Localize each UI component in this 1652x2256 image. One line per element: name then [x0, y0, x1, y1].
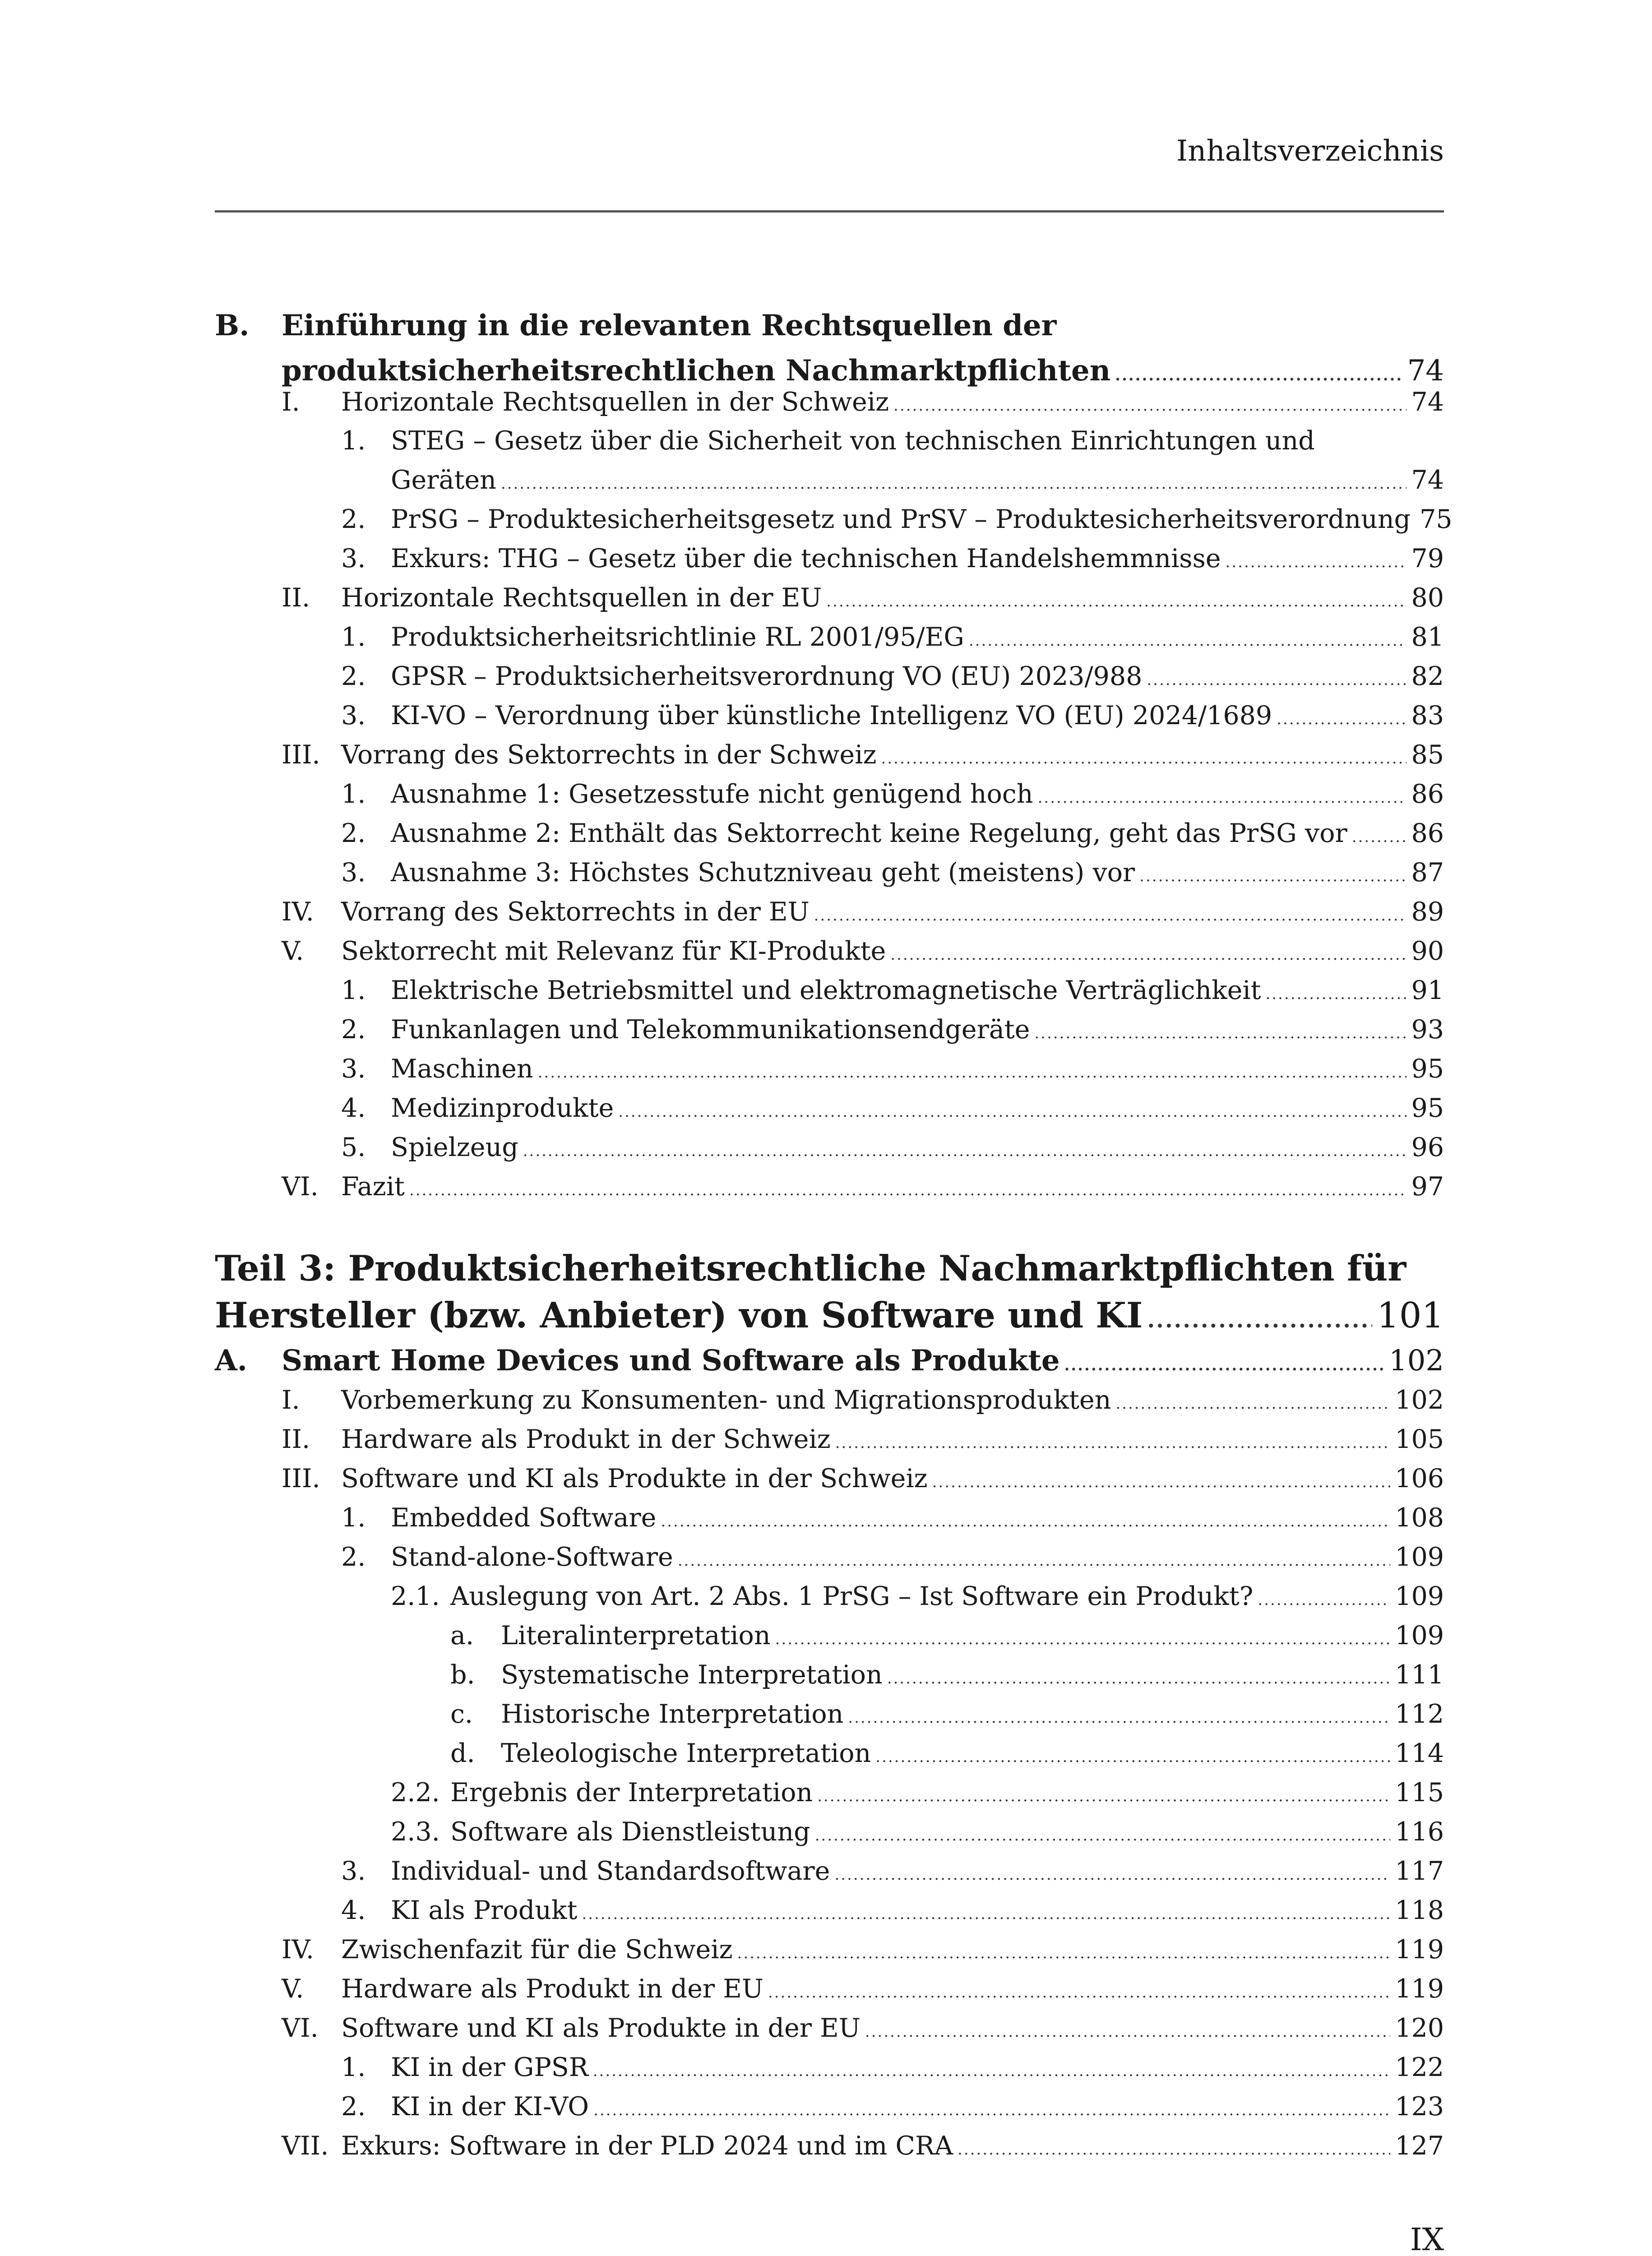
- toc-entry-number: c.: [450, 1699, 473, 1729]
- toc-entry-page: 109: [1395, 1621, 1444, 1650]
- toc-entry-page: 75: [1420, 504, 1453, 534]
- toc-entry-number: 2.: [341, 1015, 366, 1045]
- toc-entry-page: 86: [1411, 779, 1444, 809]
- toc-entry-number: A.: [215, 1344, 247, 1378]
- toc-entry-page: 95: [1411, 1054, 1444, 1084]
- toc-entry-title: Horizontale Rechtsquellen in der Schweiz: [341, 387, 889, 417]
- toc-entry-page: 91: [1411, 975, 1444, 1005]
- dot-leader: [618, 1092, 1407, 1132]
- dot-leader: [848, 1698, 1390, 1738]
- toc-entry-number: V.: [282, 936, 304, 966]
- dot-leader: [523, 1132, 1407, 1171]
- toc-entry-title: Produktsicherheitsrichtlinie RL 2001/95/EG: [391, 622, 964, 652]
- dot-leader: [881, 739, 1407, 778]
- toc-entry-title: Teleologische Interpretation: [501, 1738, 871, 1768]
- dot-leader: [1147, 661, 1407, 700]
- toc-entry-page: 112: [1395, 1699, 1444, 1729]
- toc-entry-title: Ergebnis der Interpretation: [450, 1778, 813, 1808]
- toc-entry-title: Hersteller (bzw. Anbieter) von Software und KI: [215, 1295, 1143, 1336]
- toc-entry-number: 2.2.: [391, 1778, 440, 1808]
- dot-leader: [737, 1934, 1391, 1973]
- toc-entry-page: 106: [1395, 1464, 1444, 1493]
- toc-entry-title: PrSG – Produktesicherheitsgesetz und PrSV – Produktesicherheitsverordnung: [391, 504, 1411, 534]
- dot-leader: [538, 1053, 1407, 1092]
- toc-entry-number: III.: [282, 1464, 320, 1493]
- toc-entry-title: Hardware als Produkt in der EU: [341, 1974, 764, 2004]
- toc-entry-title: Smart Home Devices und Software als Produkte: [282, 1344, 1060, 1378]
- toc-entry-title: Literalinterpretation: [501, 1621, 771, 1650]
- toc-entry-number: b.: [450, 1660, 475, 1690]
- dot-leader: [1139, 857, 1407, 896]
- dot-leader: [768, 1973, 1390, 2012]
- toc-entry-number: V.: [282, 1974, 304, 2004]
- toc-entry-number: 1.: [341, 426, 366, 456]
- toc-entry-page: 119: [1395, 1935, 1444, 1965]
- toc-entry-page: 118: [1395, 1895, 1444, 1925]
- dot-leader: [890, 935, 1407, 975]
- toc-entry-title: Ausnahme 1: Gesetzesstufe nicht genügend hoch: [391, 779, 1033, 809]
- dot-leader: [1147, 1297, 1372, 1344]
- toc-entry-page: 93: [1411, 1015, 1444, 1045]
- dot-leader: [932, 1463, 1391, 1502]
- toc-entry-number: IV.: [282, 1935, 314, 1965]
- toc-entry-number: 4.: [341, 1895, 366, 1925]
- toc-entry-title: produktsicherheitsrechtlichen Nachmarktpflichten: [282, 354, 1111, 388]
- toc-entry-title: Auslegung von Art. 2 Abs. 1 PrSG – Ist Software ein Produkt?: [450, 1581, 1254, 1611]
- toc-entry-page: 108: [1395, 1503, 1444, 1533]
- dot-leader: [1258, 1581, 1390, 1620]
- dot-leader: [409, 1171, 1407, 1210]
- dot-leader: [887, 1659, 1391, 1698]
- toc-entry-page: 96: [1411, 1133, 1444, 1162]
- toc-entry-page: 116: [1395, 1817, 1444, 1847]
- toc-entry-number: 2.: [341, 818, 366, 848]
- toc-entry-title: Vorrang des Sektorrechts in der EU: [341, 897, 810, 927]
- toc-entry-number: IV.: [282, 897, 314, 927]
- toc-entry-page: 101: [1377, 1295, 1444, 1336]
- header-rule: [215, 210, 1444, 213]
- toc-entry-number: 1.: [341, 1503, 366, 1533]
- dot-leader: [1277, 700, 1407, 739]
- toc-entry-page: 102: [1388, 1344, 1444, 1378]
- dot-leader: [1037, 778, 1407, 818]
- toc-entry-number: II.: [282, 583, 310, 613]
- toc-entry-title: Software und KI als Produkte in der EU: [341, 2013, 861, 2043]
- toc-entry-title: Stand-alone-Software: [391, 1542, 673, 1572]
- toc-entry-page: 105: [1395, 1424, 1444, 1454]
- toc-entry-title: Ausnahme 3: Höchstes Schutzniveau geht (meistens) vor: [391, 858, 1135, 888]
- dot-leader: [593, 2052, 1390, 2091]
- toc-entry-page: 83: [1411, 701, 1444, 730]
- toc-entry-title: Historische Interpretation: [501, 1699, 844, 1729]
- toc-entry-title: Fazit: [341, 1172, 405, 1202]
- dot-leader: [893, 386, 1407, 425]
- dot-leader: [834, 1855, 1390, 1895]
- dot-leader: [1115, 1384, 1390, 1424]
- toc-entry-title: KI-VO – Verordnung über künstliche Intelligenz VO (EU) 2024/1689: [391, 701, 1273, 730]
- dot-leader: [835, 1424, 1391, 1463]
- toc-entry-title: Software und KI als Produkte in der Schweiz: [341, 1464, 928, 1493]
- toc-entry-title: Zwischenfazit für die Schweiz: [341, 1935, 733, 1965]
- toc-entry-number: VII.: [282, 2131, 329, 2161]
- dot-leader: [1265, 975, 1407, 1014]
- toc-entry-number: 2.: [341, 661, 366, 691]
- toc-entry-title: Systematische Interpretation: [501, 1660, 883, 1690]
- toc-entry-title: Individual- und Standardsoftware: [391, 1856, 830, 1886]
- dot-leader: [817, 1777, 1390, 1816]
- toc-entry-title: Vorrang des Sektorrechts in der Schweiz: [341, 740, 877, 770]
- toc-entry-title: KI in der KI-VO: [391, 2092, 589, 2122]
- toc-entry-title: KI in der GPSR: [391, 2053, 588, 2082]
- dot-leader: [661, 1502, 1390, 1541]
- toc-entry-page: 109: [1395, 1581, 1444, 1611]
- toc-entry-title: Hardware als Produkt in der Schweiz: [341, 1424, 831, 1454]
- toc-entry-number: 3.: [341, 858, 366, 888]
- dot-leader: [814, 896, 1407, 935]
- toc-entry-title: Funkanlagen und Telekommunikationsendgeräte: [391, 1015, 1030, 1045]
- toc-entry-number: 2.3.: [391, 1817, 440, 1847]
- toc-entry-page: 81: [1411, 622, 1444, 652]
- dot-leader: [958, 2130, 1390, 2169]
- toc-entry-title: STEG – Gesetz über die Sicherheit von technischen Einrichtungen und: [391, 426, 1315, 456]
- toc-entry-page: 123: [1395, 2092, 1444, 2122]
- toc-entry-number: VI.: [282, 2013, 319, 2043]
- toc-entry-number: 3.: [341, 701, 366, 730]
- dot-leader: [969, 621, 1407, 661]
- toc-entry-number: 2.1.: [391, 1581, 440, 1611]
- toc-entry-number: a.: [450, 1621, 474, 1650]
- toc-entry-page: 90: [1411, 936, 1444, 966]
- toc-entry-title: Software als Dienstleistung: [450, 1817, 810, 1847]
- toc-entry-number: II.: [282, 1424, 310, 1454]
- toc-entry-title: Medizinprodukte: [391, 1093, 614, 1123]
- toc-entry-page: 74: [1411, 387, 1444, 417]
- toc-entry-number: 1.: [341, 2053, 366, 2082]
- toc-entry-page: 127: [1395, 2131, 1444, 2161]
- toc-entry-page: 102: [1395, 1385, 1444, 1415]
- toc-entry-number: 4.: [341, 1093, 366, 1123]
- toc-entry-number: 5.: [341, 1133, 366, 1162]
- toc-entry-number: 1.: [341, 779, 366, 809]
- dot-leader: [1352, 818, 1407, 857]
- toc-entry-page: 79: [1411, 544, 1444, 573]
- toc-entry-number: d.: [450, 1738, 475, 1768]
- toc-entry-number: 2.: [341, 1542, 366, 1572]
- toc-entry-title: Exkurs: THG – Gesetz über die technischen Handelshemmnisse: [391, 544, 1221, 573]
- running-header: Inhaltsverzeichnis: [1176, 134, 1444, 168]
- toc-entry-number: I.: [282, 387, 300, 417]
- dot-leader: [582, 1895, 1390, 1934]
- toc-entry-page: 87: [1411, 858, 1444, 888]
- toc-entry-title: Exkurs: Software in der PLD 2024 und im CRA: [341, 2131, 953, 2161]
- toc-entry-title: Maschinen: [391, 1054, 533, 1084]
- toc-entry-page: 117: [1395, 1856, 1444, 1886]
- dot-leader: [815, 1816, 1391, 1855]
- toc-entry-page: 109: [1395, 1542, 1444, 1572]
- dot-leader: [826, 582, 1407, 621]
- toc-entry-title: KI als Produkt: [391, 1895, 578, 1925]
- toc-entry-number: III.: [282, 740, 320, 770]
- toc-entry-title: Horizontale Rechtsquellen in der EU: [341, 583, 822, 613]
- toc-entry-page: 85: [1411, 740, 1444, 770]
- toc-entry-number: I.: [282, 1385, 300, 1415]
- toc-entry-page: 89: [1411, 897, 1444, 927]
- toc-entry-number: 2.: [341, 504, 366, 534]
- toc-entry-title: GPSR – Produktsicherheitsverordnung VO (EU) 2023/988: [391, 661, 1143, 691]
- toc-entry-page: 122: [1395, 2053, 1444, 2082]
- toc-entry-page: 111: [1395, 1660, 1444, 1690]
- dot-leader: [501, 464, 1407, 504]
- toc-entry-page: 114: [1395, 1738, 1444, 1768]
- dot-leader: [593, 2091, 1390, 2130]
- toc-entry-page: 115: [1395, 1778, 1444, 1808]
- toc-entry-number: 1.: [341, 622, 366, 652]
- toc-entry-number: 3.: [341, 1856, 366, 1886]
- dot-leader: [775, 1620, 1391, 1659]
- toc-entry-number: VI.: [282, 1172, 319, 1202]
- toc-entry-page: 86: [1411, 818, 1444, 848]
- toc-entry-title: Einführung in die relevanten Rechtsquellen der: [282, 309, 1057, 342]
- toc-entry-page: 80: [1411, 583, 1444, 613]
- dot-leader: [865, 2012, 1390, 2052]
- toc-entry-title: Elektrische Betriebsmittel und elektromagnetische Verträglichkeit: [391, 975, 1261, 1005]
- toc-entry-page: 119: [1395, 1974, 1444, 2004]
- page-number: IX: [1410, 2222, 1444, 2256]
- toc-entry-number: 1.: [341, 975, 366, 1005]
- dot-leader: [1034, 1014, 1407, 1053]
- toc-entry-page: 95: [1411, 1093, 1444, 1123]
- toc-entry-title: Teil 3: Produktsicherheitsrechtliche Nachmarktpflichten für: [215, 1248, 1407, 1289]
- dot-leader: [678, 1541, 1390, 1581]
- toc-entry-title: Ausnahme 2: Enthält das Sektorrecht keine Regelung, geht das PrSG vor: [391, 818, 1347, 848]
- toc-entry-title: Sektorrecht mit Relevanz für KI-Produkte: [341, 936, 886, 966]
- toc-entry-title: Geräten: [391, 465, 496, 495]
- toc-entry-page: 120: [1395, 2013, 1444, 2043]
- toc-entry-title: Spielzeug: [391, 1133, 518, 1162]
- dot-leader: [875, 1738, 1390, 1777]
- toc-entry-title: Vorbemerkung zu Konsumenten- und Migrationsprodukten: [341, 1385, 1111, 1415]
- toc-entry-title: Embedded Software: [391, 1503, 657, 1533]
- dot-leader: [1225, 543, 1407, 582]
- toc-entry-number: 3.: [341, 1054, 366, 1084]
- toc-entry-page: 97: [1411, 1172, 1444, 1202]
- toc-entry-page: 82: [1411, 661, 1444, 691]
- toc-entry-number: B.: [215, 309, 250, 342]
- toc-entry-number: 2.: [341, 2092, 366, 2122]
- toc-entry-page: 74: [1411, 465, 1444, 495]
- toc-entry-number: 3.: [341, 544, 366, 573]
- toc-entry-page: 74: [1407, 354, 1444, 388]
